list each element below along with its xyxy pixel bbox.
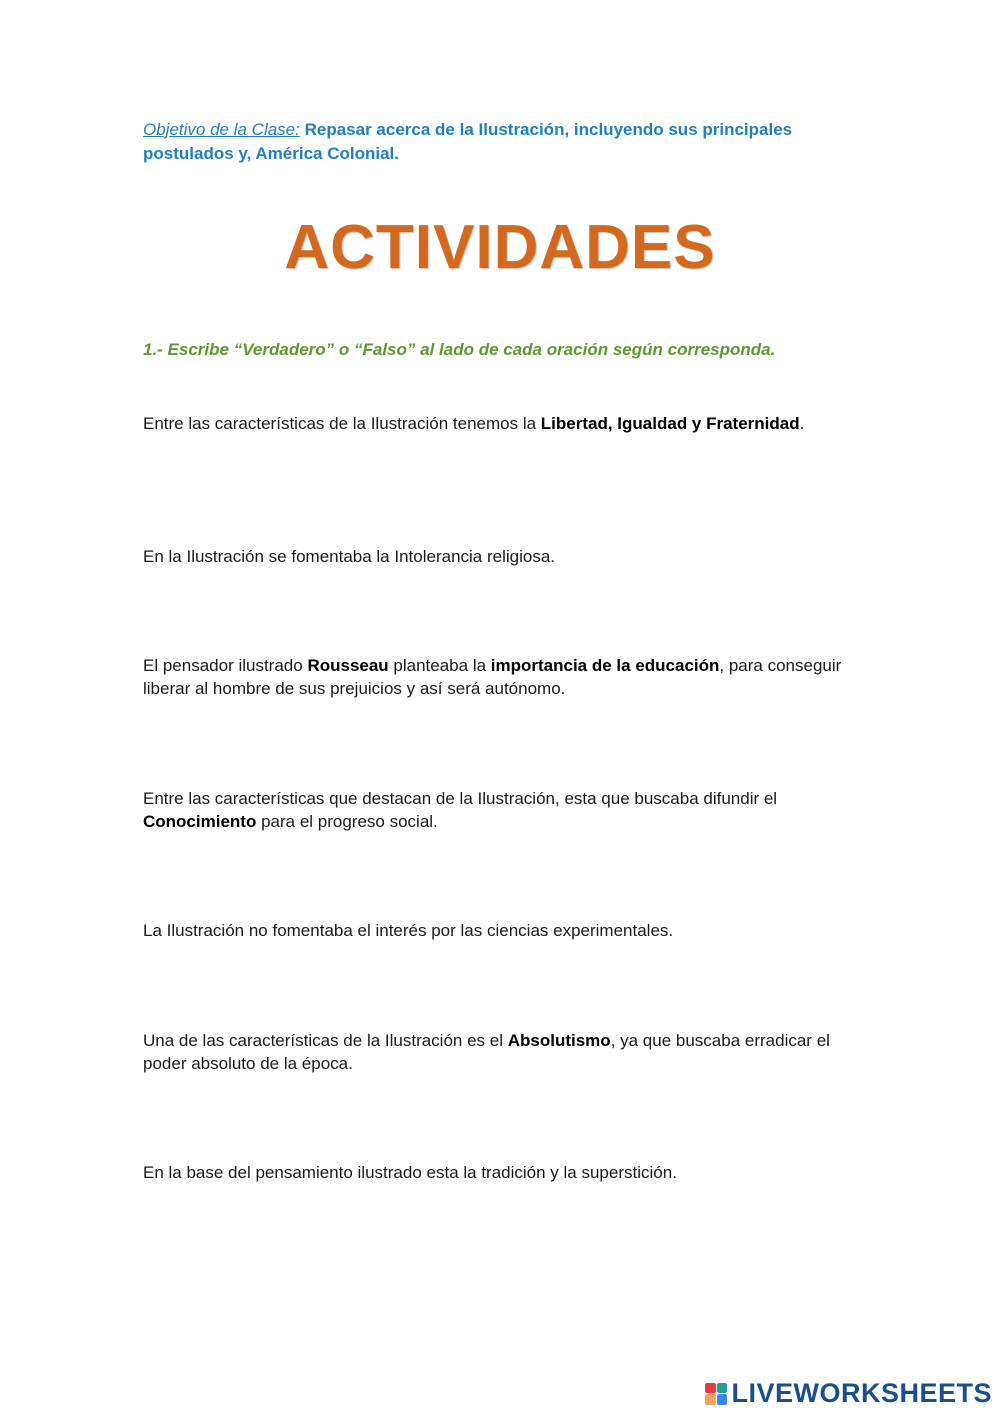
statement-bold: Conocimiento — [143, 812, 257, 831]
statement-3 — [143, 654, 863, 700]
statement-text: El pensador ilustrado — [143, 656, 308, 675]
statement-4 — [143, 787, 863, 833]
statement-5 — [143, 919, 863, 942]
instruction-text: 1.- Escribe “Verdadero” o “Falso” al lado de cada oración según corresponda. — [143, 340, 776, 359]
logo-square — [717, 1394, 728, 1405]
logo-square — [705, 1383, 716, 1394]
statement-text: En la Ilustración se fomentaba la Intolerancia religiosa. — [143, 547, 556, 566]
statement-text: Entre las características que destacan de la Ilustración, esta que buscaba difundir el — [143, 789, 778, 808]
statement-text: La Ilustración no fomentaba el interés por las ciencias experimentales. — [143, 921, 674, 940]
page-title: ACTIVIDADES — [284, 213, 716, 282]
liveworksheets-logo — [705, 1378, 992, 1409]
class-objective — [143, 118, 843, 166]
logo-square — [717, 1383, 728, 1394]
statement-text: . — [799, 414, 805, 433]
objective-text: Repasar acerca de la Ilustración, incluyendo sus principales postulados y, América Colonial. — [143, 120, 793, 163]
statement-text: , para conseguir liberar al hombre de sus prejuicios y así será autónomo. — [143, 656, 842, 698]
statement-bold: Libertad, Igualdad y Fraternidad — [540, 414, 800, 433]
statement-2 — [143, 545, 863, 568]
statement-text: Entre las características de la Ilustración tenemos la — [143, 414, 541, 433]
statement-bold: Absolutismo — [507, 1031, 611, 1050]
statement-6 — [143, 1029, 863, 1075]
statement-bold: Rousseau — [307, 656, 389, 675]
statement-text: En la base del pensamiento ilustrado esta la tradición y la superstición. — [143, 1163, 677, 1182]
objective-label: Objetivo de la Clase: — [143, 120, 300, 139]
statement-text: Una de las características de la Ilustración es el — [143, 1031, 508, 1050]
statement-text: planteaba la — [388, 656, 491, 675]
logo-square — [705, 1394, 716, 1405]
statement-7 — [143, 1161, 863, 1184]
statement-1 — [143, 412, 863, 435]
statement-text: , ya que buscaba erradicar el poder absoluto de la época. — [143, 1031, 830, 1073]
liveworksheets-logo-icon — [705, 1383, 727, 1405]
statement-bold: importancia de la educación — [490, 656, 720, 675]
statement-text: para el progreso social. — [256, 812, 438, 831]
logo-text: LIVEWORKSHEETS — [731, 1378, 992, 1408]
